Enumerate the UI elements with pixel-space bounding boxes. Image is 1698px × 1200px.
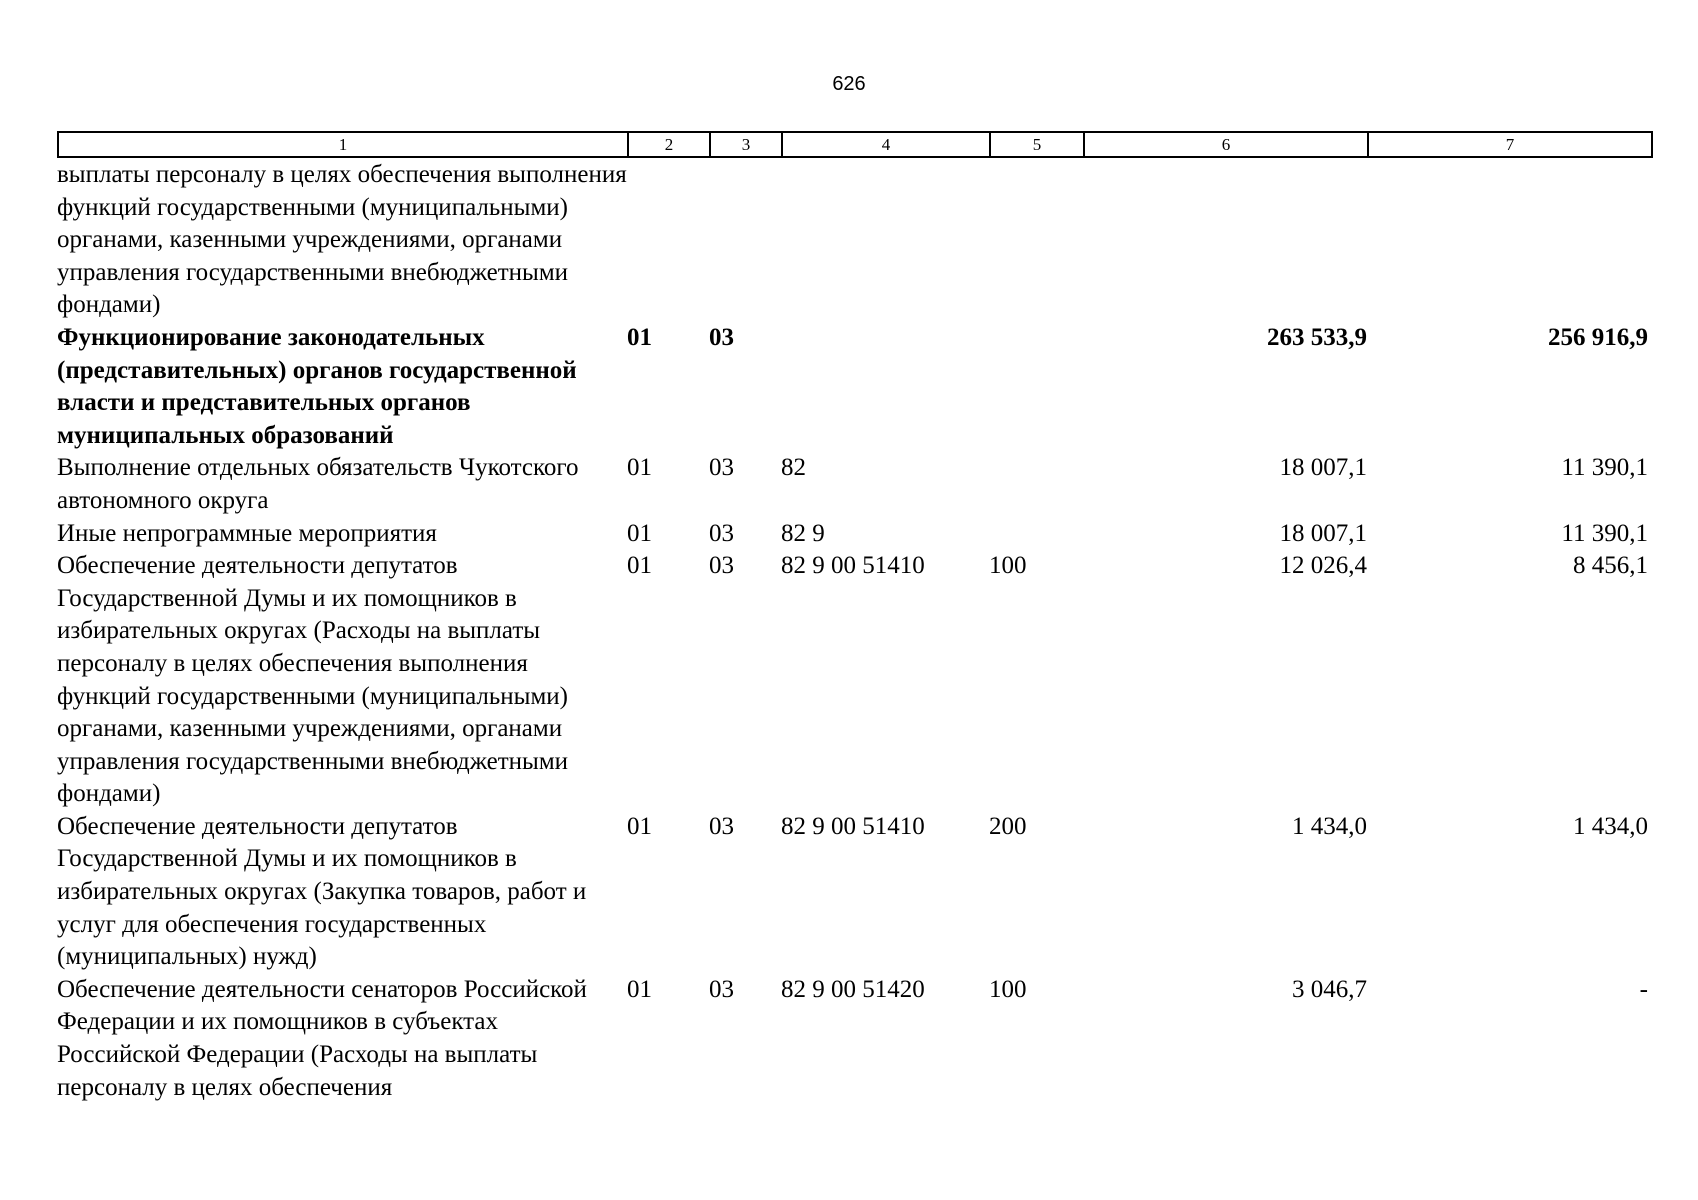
row-amount-col6: 12 026,4 <box>1279 552 1367 580</box>
row-name: Обеспечение деятельности сенаторов Российской Федерации и их помощников в субъектах Российской Федерации (Расходы на выплаты персоналу в целях обеспечения <box>57 975 587 1101</box>
row-section: 01 <box>627 812 652 840</box>
row-target-article: 82 <box>781 454 806 482</box>
row-name: Выполнение отдельных обязательств Чукотского автономного округа <box>57 454 579 514</box>
row-subsection: 03 <box>709 975 734 1003</box>
column-header-6: 6 <box>1084 132 1368 157</box>
table-row <box>57 811 1651 974</box>
row-subsection: 03 <box>709 552 734 580</box>
table-row <box>57 159 1651 322</box>
row-amount-col6: 263 533,9 <box>1267 323 1367 351</box>
row-target-article: 82 9 00 51410 <box>781 812 925 840</box>
table-row <box>57 322 1651 452</box>
row-section: 01 <box>627 519 652 547</box>
row-expense-type: 100 <box>989 975 1027 1003</box>
column-header-7: 7 <box>1368 132 1652 157</box>
row-amount-col6: 18 007,1 <box>1279 454 1367 482</box>
row-amount-col6: 1 434,0 <box>1292 812 1367 840</box>
column-header-3: 3 <box>710 132 782 157</box>
row-amount-col7: 11 390,1 <box>1561 519 1648 547</box>
row-name: Функционирование законодательных (представительных) органов государственной власти и представительных органов муниципальных образований <box>57 323 577 449</box>
row-name: Иные непрограммные мероприятия <box>57 519 437 547</box>
row-target-article: 82 9 00 51420 <box>781 975 925 1003</box>
column-header-5: 5 <box>990 132 1084 157</box>
row-amount-col6: 18 007,1 <box>1279 519 1367 547</box>
table-row <box>57 550 1651 811</box>
row-amount-col7: - <box>1639 975 1648 1003</box>
row-subsection: 03 <box>709 454 734 482</box>
table-row <box>57 452 1651 517</box>
row-amount-col7: 11 390,1 <box>1561 454 1648 482</box>
column-header-1: 1 <box>58 132 628 157</box>
table-row <box>57 518 1651 551</box>
row-section: 01 <box>627 454 652 482</box>
row-amount-col7: 8 456,1 <box>1573 552 1648 580</box>
row-subsection: 03 <box>709 323 734 351</box>
row-expense-type: 200 <box>989 812 1027 840</box>
row-subsection: 03 <box>709 812 734 840</box>
row-expense-type: 100 <box>989 552 1027 580</box>
table-row <box>57 974 1651 1104</box>
column-header-4: 4 <box>782 132 990 157</box>
row-section: 01 <box>627 975 652 1003</box>
row-amount-col7: 256 916,9 <box>1548 323 1648 351</box>
row-subsection: 03 <box>709 519 734 547</box>
column-header-2: 2 <box>628 132 710 157</box>
row-target-article: 82 9 00 51410 <box>781 552 925 580</box>
row-name: Обеспечение деятельности депутатов Государственной Думы и их помощников в избирательных округах (Закупка товаров, работ и услуг для обеспечения государственных (муниципальных) нужд) <box>57 812 587 971</box>
row-section: 01 <box>627 323 652 351</box>
row-section: 01 <box>627 552 652 580</box>
row-amount-col6: 3 046,7 <box>1292 975 1367 1003</box>
budget-table-body <box>57 159 1651 1104</box>
row-target-article: 82 9 <box>781 519 825 547</box>
page-number: 626 <box>832 73 866 95</box>
row-name: Обеспечение деятельности депутатов Государственной Думы и их помощников в избирательных округах (Расходы на выплаты персоналу в целях обеспечения выполнения функций государственными (муниципальными) органами, казенными учреждениями, органами управления государственными внебюджетными фондами) <box>57 552 569 808</box>
row-name: выплаты персоналу в целях обеспечения выполнения функций государственными (муниципальными) органами, казенными учреждениями, органами управления государственными внебюджетными фондами) <box>57 161 627 319</box>
column-header-row <box>57 131 1653 158</box>
row-amount-col7: 1 434,0 <box>1573 812 1648 840</box>
